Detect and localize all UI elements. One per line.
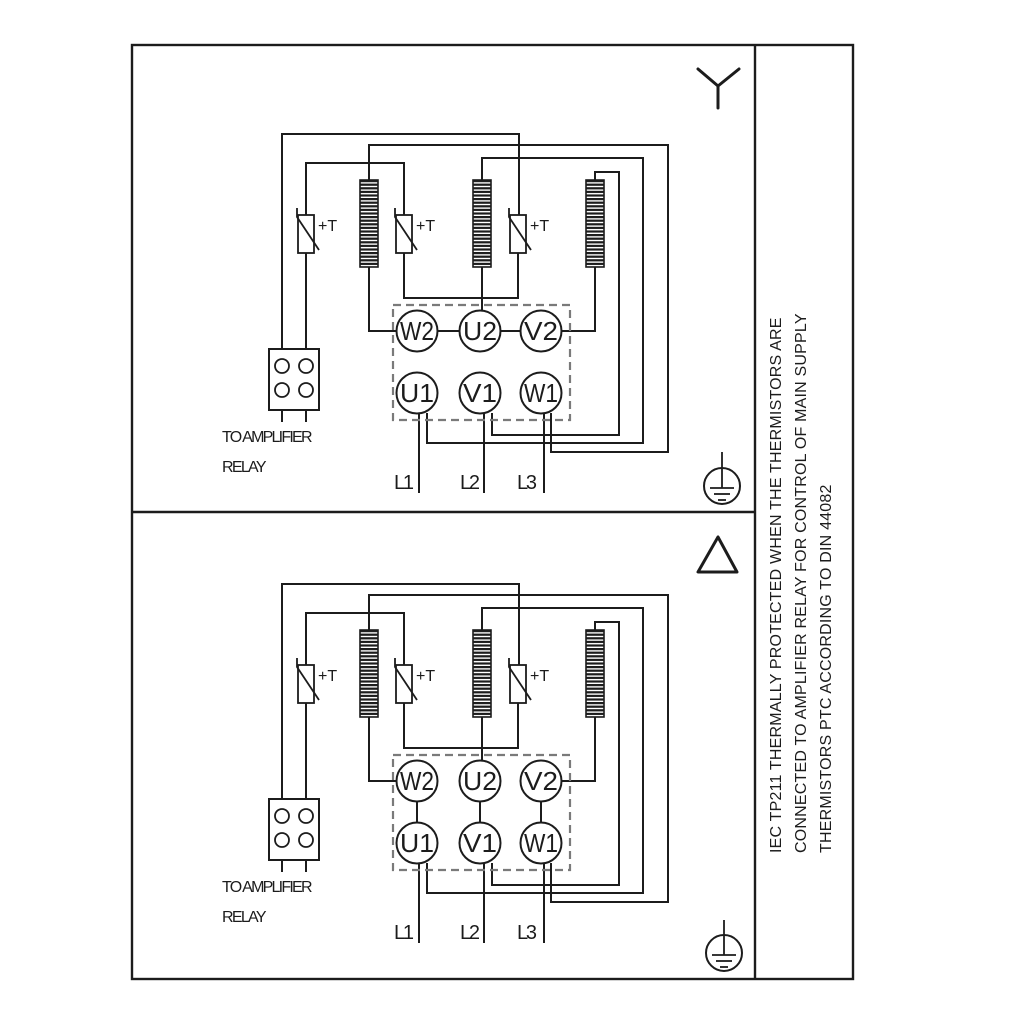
winding-coil xyxy=(586,630,604,717)
supply-label-L1: L1 xyxy=(394,472,414,494)
winding-coil xyxy=(586,180,604,267)
winding-coil xyxy=(360,630,378,717)
winding-coil xyxy=(473,180,491,267)
terminal-U1 xyxy=(397,373,438,414)
terminal-label: W1 xyxy=(524,378,558,408)
side-note-line3: THERMISTORS PTC ACCORDING TO DIN 44082 xyxy=(818,484,835,853)
amplifier-relay-connector xyxy=(269,799,319,872)
relay-note-line1: TO AMPLIFIER xyxy=(222,429,313,446)
terminal-label: U1 xyxy=(400,378,434,408)
relay-note-line2: RELAY xyxy=(222,459,267,476)
thermistor-label: +T xyxy=(530,218,550,235)
thermistor-label: +T xyxy=(530,668,550,685)
terminal-W1 xyxy=(521,373,562,414)
terminal-W2 xyxy=(397,761,438,802)
supply-label-L2: L2 xyxy=(460,922,480,944)
thermistor-symbol xyxy=(509,658,549,703)
star-icon xyxy=(698,69,739,108)
wire xyxy=(369,717,396,781)
supply-label-L3: L3 xyxy=(517,472,537,494)
relay-note-line1: TO AMPLIFIER xyxy=(222,879,313,896)
star-panel xyxy=(222,69,740,504)
terminal-U2 xyxy=(460,761,501,802)
wire xyxy=(369,267,396,331)
wire xyxy=(404,703,518,748)
thermistor-label: +T xyxy=(416,668,436,685)
wire xyxy=(562,267,595,331)
winding-coil xyxy=(360,180,378,267)
supply-label-L2: L2 xyxy=(460,472,480,494)
terminal-label: V1 xyxy=(463,378,497,408)
terminal-W1 xyxy=(521,823,562,864)
earth-icon xyxy=(704,452,740,504)
terminal-label: W2 xyxy=(400,766,434,796)
terminal-label: W1 xyxy=(524,828,558,858)
thermistor-label: +T xyxy=(416,218,436,235)
terminal-U1 xyxy=(397,823,438,864)
delta-panel xyxy=(222,537,742,971)
terminal-label: U1 xyxy=(400,828,434,858)
thermistor-symbol xyxy=(395,208,435,253)
thermistor-symbol xyxy=(509,208,549,253)
thermistor-symbol xyxy=(297,658,337,703)
terminal-label: U2 xyxy=(463,316,497,346)
winding-coil xyxy=(473,630,491,717)
side-note-line2: CONNECTED TO AMPLIFIER RELAY FOR CONTROL OF MAIN SUPPLY xyxy=(793,313,810,853)
wire xyxy=(404,253,518,298)
supply-label-L1: L1 xyxy=(394,922,414,944)
terminal-label: V2 xyxy=(524,766,558,796)
terminal-label: V1 xyxy=(463,828,497,858)
terminal-label: U2 xyxy=(463,766,497,796)
side-note-line1: IEC TP211 THERMALLY PROTECTED WHEN THE THERMISTORS ARE xyxy=(768,317,785,853)
supply-label-L3: L3 xyxy=(517,922,537,944)
side-note xyxy=(768,313,835,853)
wire xyxy=(306,613,404,665)
terminal-V2 xyxy=(521,311,562,352)
thermistor-symbol xyxy=(395,658,435,703)
earth-icon xyxy=(706,920,742,971)
relay-note-line2: RELAY xyxy=(222,909,267,926)
terminal-label: V2 xyxy=(524,316,558,346)
thermistor-symbol xyxy=(297,208,337,253)
terminal-V2 xyxy=(521,761,562,802)
thermistor-label: +T xyxy=(318,218,338,235)
thermistor-label: +T xyxy=(318,668,338,685)
delta-icon xyxy=(698,537,737,572)
terminal-U2 xyxy=(460,311,501,352)
amplifier-relay-connector xyxy=(269,349,319,422)
terminal-W2 xyxy=(397,311,438,352)
terminal-label: W2 xyxy=(400,316,434,346)
terminal-V1 xyxy=(460,823,501,864)
wire xyxy=(562,717,595,781)
wire xyxy=(306,163,404,215)
terminal-V1 xyxy=(460,373,501,414)
